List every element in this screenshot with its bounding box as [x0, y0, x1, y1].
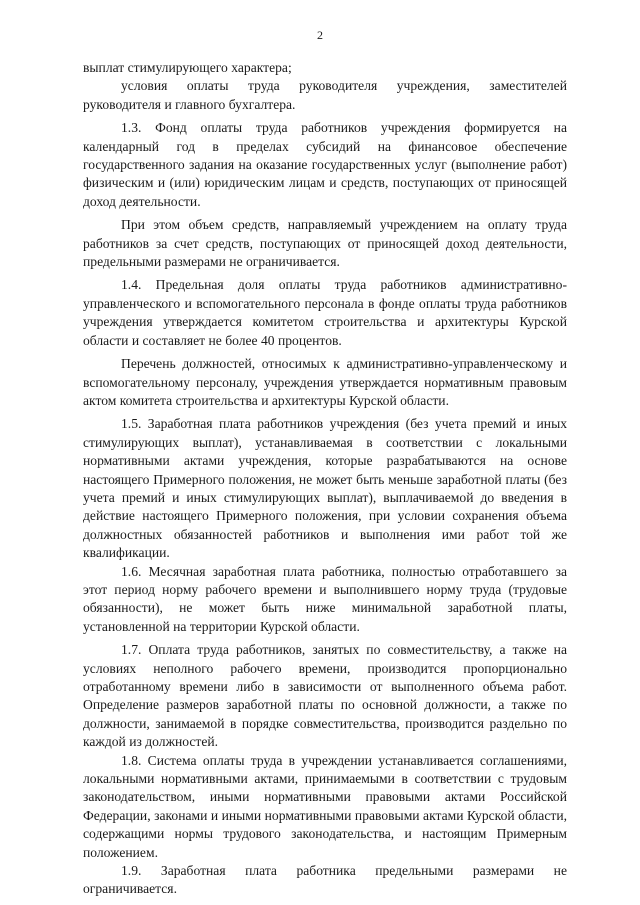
paragraph-stimulating-payments: выплат стимулирующего характера; [83, 60, 292, 75]
paragraph-1-8: 1.8. Система оплаты труда в учреждении устанавливается соглашениями, локальными нормативными актами, принимаемыми в соответствии с трудовым законодательством, иными нормативными правовыми актами Российской Федерации, законами и иными нормативными правовыми актами Курской области, содержащими нормы трудового законодательства, и настоящим Примерным положением. [83, 752, 567, 860]
document-body [83, 59, 567, 899]
paragraph-head-pay-conditions: условия оплаты труда руководителя учреждения, заместителей руководителя и главного бухгалтера. [83, 78, 567, 112]
paragraph-1-3-note: При этом объем средств, направляемый учреждением на оплату труда работников за счет средств, поступающих от приносящей доход деятельности, предельными размерами не ограничивается. [83, 217, 567, 270]
page-number: 2 [317, 28, 323, 42]
paragraph-1-6: 1.6. Месячная заработная плата работника, полностью отработавшего за этот период норму рабочего времени и выполнившего норму труда (трудовые обязанности), не может быть ниже минимальной заработной платы, установленной на территории Курской области. [83, 563, 567, 634]
paragraph-1-4-list: Перечень должностей, относимых к административно-управленческому и вспомогательному персоналу, учреждения утверждается нормативным правовым актом комитета строительства и архитектуры Курской области. [83, 356, 567, 408]
paragraph-1-7: 1.7. Оплата труда работников, занятых по совместительству, а также на условиях неполного рабочего времени, производится пропорционально отработанному времени либо в зависимости от выполненного объема работ. Определение размеров заработной платы по основной должности, а также по должности, занимаемой в порядке совместительства, производится раздельно по каждой из должностей. [83, 642, 567, 750]
paragraph-1-5: 1.5. Заработная плата работников учреждения (без учета премий и иных стимулирующих выплат), устанавливаемая в соответствии с локальными нормативными актами учреждения, которые разрабатываются на основе настоящего Примерного положения, не может быть меньше заработной платы (без учета премий и иных стимулирующих выплат), выплачиваемой до введения в действие настоящего Примерного положения, при условии сохранения объема должностных обязанностей работников и выполнения ими работ той же квалификации. [83, 416, 567, 561]
paragraph-1-3: 1.3. Фонд оплаты труда работников учреждения формируется на календарный год в пределах субсидий на финансовое обеспечение государственного задания на оказание государственных услуг (выполнение работ) физическим и (или) юридическим лицам и средств, поступающих от приносящей доход деятельности. [83, 120, 567, 209]
paragraph-1-4: 1.4. Предельная доля оплаты труда работников административно-управленческого и вспомогательного персонала в фонде оплаты труда работников учреждения утверждается комитетом строительства и архитектуры Курской области и составляет не более 40 процентов. [83, 277, 567, 348]
paragraph-1-9: 1.9. Заработная плата работника предельными размерами не ограничивается. [83, 863, 567, 897]
